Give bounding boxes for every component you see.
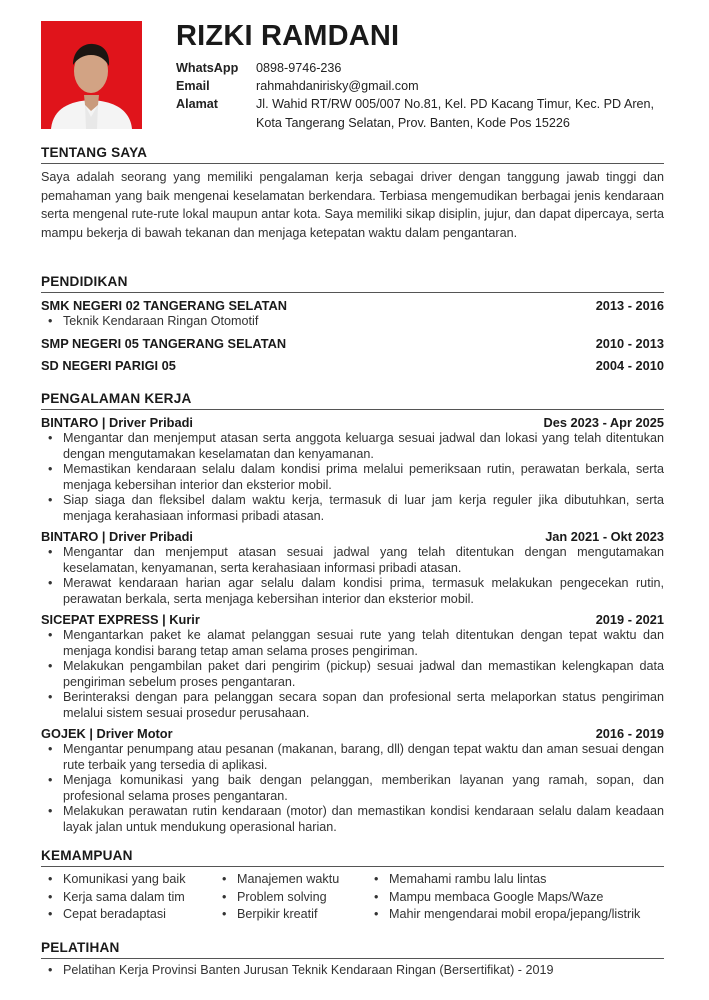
education-entry [41, 335, 664, 352]
about-text: Saya adalah seorang yang memiliki pengalaman kerja sebagai driver dengan tanggung jawab tinggi dan pemahaman yang baik mengenai keselamatan berkendara. Terbiasa mengemudikan berbagai jenis kendaraan serta mengenal rute-rute lokal maupun antar kota. Saya memiliki sikap disiplin, jujur, dan dapat dipercaya, serta mampu bekerja di bawah tekanan dan menjaga ketepatan waktu dalam pengantaran. [41, 170, 664, 240]
skills-column [367, 871, 664, 924]
contact-address [176, 96, 656, 133]
job-bullet: • Melakukan pengambilan paket dari pengirim (pickup) sesuai jadwal dan memastikan kelengkapan data pengiriman sebelum proses pengantaran. [41, 659, 664, 690]
section-title: PELATIHAN [41, 940, 664, 959]
job-period: 2019 - 2021 [595, 612, 664, 627]
job-role: BINTARO | Driver Pribadi [41, 415, 193, 430]
school-name: SMK NEGERI 02 TANGERANG SELATAN [41, 298, 288, 313]
job-bullet: • Berinteraksi dengan para pelanggan secara sopan dan profesional serta melaporkan status pengiriman melalui sistem sesuai prosedur perusahaan. [41, 690, 664, 721]
profile-photo [41, 21, 142, 129]
contact-email [176, 78, 656, 96]
job-bullet: • Mengantar dan menjemput atasan sesuai jadwal yang telah ditentukan dengan mengutamakan keselamatan, kenyamanan, serta kerahasiaan informasi pribadi atasan. [41, 545, 664, 576]
job-bullet: • Menjaga komunikasi yang baik dengan pelanggan, memberikan layanan yang ramah, sopan, dan profesional selama proses pengantaran. [41, 773, 664, 804]
skill-item: • Mahir mengendarai mobil eropa/jepang/listrik [367, 906, 664, 924]
skill-item: • Memahami rambu lalu lintas [367, 871, 664, 889]
school-name: SMP NEGERI 05 TANGERANG SELATAN [41, 335, 287, 351]
job-role: BINTARO | Driver Pribadi [41, 529, 193, 544]
section-title: PENDIDIKAN [41, 274, 664, 293]
skills-section [41, 848, 664, 924]
job-bullet: • Mengantar penumpang atau pesanan (makanan, barang, dll) dengan tepat waktu dan aman sesuai dengan rute terbaik yang tersedia di aplikasi. [41, 742, 664, 773]
job-bullet: • Mengantar dan menjemput atasan serta anggota keluarga sesuai jadwal dan lokasi yang telah ditentukan dengan mengutamakan keselamatan dan kenyamanan. [41, 431, 664, 462]
skills-column [41, 871, 215, 924]
email-address[interactable]: rahmahdanirisky@gmail.com [256, 79, 419, 93]
contact-info [176, 60, 656, 133]
person-avatar-icon [41, 21, 142, 129]
school-years: 2010 - 2013 [595, 335, 664, 351]
job-bullet: • Siap siaga dan fleksibel dalam waktu kerja, termasuk di luar jam kerja reguler jika dibutuhkan, serta menjaga kerahasiaan informasi pribadi atasan. [41, 493, 664, 524]
education-detail: • Teknik Kendaraan Ringan Otomotif [41, 314, 664, 330]
contact-label: Email [176, 79, 210, 93]
job-bullet: • Mengantarkan paket ke alamat pelanggan sesuai rute yang telah ditentukan dengan tepat waktu dan menjaga kondisi barang tetap aman selama proses pengiriman. [41, 628, 664, 659]
experience-section [41, 391, 664, 835]
skill-item: • Mampu membaca Google Maps/Waze [367, 889, 664, 907]
skill-item: • Komunikasi yang baik [41, 871, 215, 889]
contact-label: WhatsApp [176, 61, 239, 75]
section-title: TENTANG SAYA [41, 145, 664, 164]
job-period: Des 2023 - Apr 2025 [543, 415, 664, 430]
job-bullet: • Merawat kendaraan harian agar selalu dalam kondisi prima, termasuk melakukan pengecekan rutin, perawatan berkala, serta menjaga kebersihan interior dan eksterior mobil. [41, 576, 664, 607]
job-bullet: • Melakukan perawatan rutin kendaraan (motor) dan memastikan kondisi kendaraan selalu dalam keadaan layak jalan untuk mendukung operasional harian. [41, 804, 664, 835]
education-section [41, 274, 664, 374]
skills-column [215, 871, 367, 924]
job-period: Jan 2021 - Okt 2023 [545, 529, 664, 544]
skill-item: • Manajemen waktu [215, 871, 367, 889]
training-section [41, 940, 664, 979]
skill-item: • Kerja sama dalam tim [41, 889, 215, 907]
job-entry [41, 611, 664, 721]
job-entry [41, 414, 664, 524]
job-period: 2016 - 2019 [595, 726, 664, 741]
skill-item: • Problem solving [215, 889, 367, 907]
skills-grid [41, 871, 664, 924]
training-item: • Pelatihan Kerja Provinsi Banten Jurusan Teknik Kendaraan Ringan (Bersertifikat) - 2019 [41, 963, 664, 979]
education-entry [41, 357, 664, 374]
school-years: 2004 - 2010 [595, 357, 664, 373]
job-role: GOJEK | Driver Motor [41, 726, 173, 741]
section-title: KEMAMPUAN [41, 848, 664, 867]
contact-whatsapp [176, 60, 656, 78]
about-section [41, 145, 664, 242]
skill-item: • Berpikir kreatif [215, 906, 367, 924]
whatsapp-number[interactable]: 0898-9746-236 [256, 61, 342, 75]
section-title: PENGALAMAN KERJA [41, 391, 664, 410]
job-role: SICEPAT EXPRESS | Kurir [41, 612, 200, 627]
school-name: SD NEGERI PARIGI 05 [41, 357, 176, 373]
address-text: Jl. Wahid RT/RW 005/007 No.81, Kel. PD Kacang Timur, Kec. PD Aren, Kota Tangerang Selatan, Prov. Banten, Kode Pos 15226 [256, 97, 655, 130]
skill-item: • Cepat beradaptasi [41, 906, 215, 924]
job-entry [41, 725, 664, 835]
candidate-name: RIZKI RAMDANI [176, 20, 400, 52]
job-bullet: • Memastikan kendaraan selalu dalam kondisi prima melalui pemeriksaan rutin, perawatan berkala, serta menjaga kebersihan interior dan eksterior mobil. [41, 462, 664, 493]
school-years: 2013 - 2016 [595, 298, 664, 313]
contact-label: Alamat [176, 97, 218, 111]
education-entry [41, 297, 664, 330]
job-entry [41, 528, 664, 607]
